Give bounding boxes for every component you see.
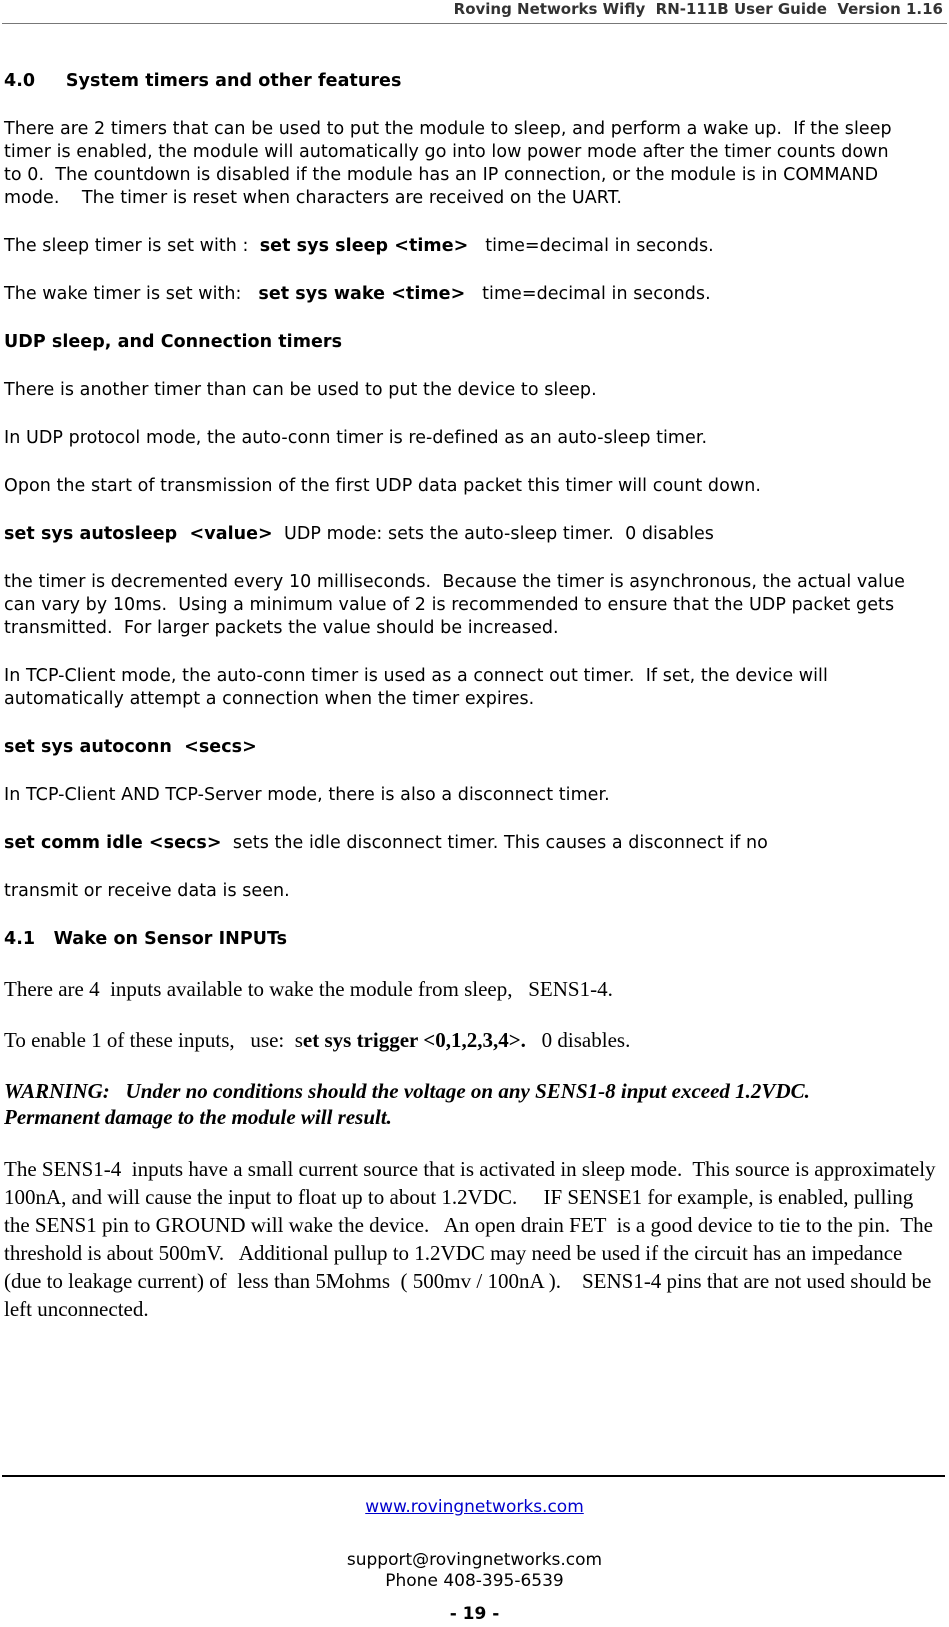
idle-description: sets the idle disconnect timer. This causes a disconnect if no — [221, 833, 768, 853]
autosleep-description: UDP mode: sets the auto-sleep timer. 0 disables — [272, 524, 714, 544]
udp-heading: UDP sleep, and Connection timers — [4, 332, 343, 352]
paragraph-udp-3: Opon the start of transmission of the first UDP data packet this timer will count down. — [4, 476, 761, 496]
paragraph-sensor-enable — [4, 1027, 944, 1053]
idle-command: set comm idle <secs> — [4, 833, 222, 853]
autosleep-command: set sys autosleep <value> — [4, 524, 273, 544]
paragraph-timers-intro: There are 2 timers that can be used to put the module to sleep, and perform a wake up. If the sleep timer is enabled, the module will automatically go into low power mode after the timer counts down to 0. The countdown is disabled if the module has an IP connection, or the module is in COMMAND mode. The timer is reset when characters are received on the UART. — [4, 119, 898, 208]
warning-paragraph: WARNING: Under no conditions should the voltage on any SENS1-8 input exceed 1.2VDC. Permanent damage to the module will result. — [4, 1079, 821, 1129]
page-number: - 19 - — [449, 1604, 500, 1624]
sleep-timer-text: The sleep timer is set with : — [4, 236, 260, 256]
wake-timer-unit: time=decimal in seconds. — [465, 284, 711, 304]
paragraph-idle — [4, 832, 944, 855]
paragraph-sensor-2: The SENS1-4 inputs have a small current source that is activated in sleep mode. This source is approximately 100nA, and will cause the input to float up to about 1.2VDC. IF SENSE1 for example, is enabled, pulling the SENS1 pin to GROUND will wake the device. An open drain FET is a good device to tie to the pin. The threshold is about 500mV. Additional pullup to 1.2VDC may need be used if the circuit has an impedance (due to leakage current) of less than 5Mohms ( 500mv / 100nA ). SENS1-4 pins that are not used should be left unconnected. — [4, 1157, 941, 1321]
document-body — [4, 70, 944, 1323]
paragraph-udp-2: In UDP protocol mode, the auto-conn timer is re-defined as an auto-sleep timer. — [4, 428, 708, 448]
paragraph-sensor-1: There are 4 inputs available to wake the module from sleep, SENS1-4. — [4, 977, 613, 1001]
paragraph-udp-5: In TCP-Client mode, the auto-conn timer is used as a connect out timer. If set, the device will automatically attempt a connection when the timer expires. — [4, 666, 834, 709]
paragraph-wake-timer — [4, 283, 944, 306]
sleep-timer-command: set sys sleep <time> — [259, 236, 469, 256]
website-link[interactable]: www.rovingnetworks.com — [365, 1497, 584, 1517]
support-email: support@rovingnetworks.com — [346, 1550, 603, 1570]
paragraph-udp-7: transmit or receive data is seen. — [4, 881, 290, 901]
paragraph-autosleep — [4, 523, 944, 546]
enable-text: To enable 1 of these inputs, use: s — [4, 1028, 303, 1052]
header-divider — [2, 23, 947, 24]
paragraph-udp-1: There is another timer than can be used to put the device to sleep. — [4, 380, 597, 400]
section-heading-4-1: 4.1 Wake on Sensor INPUTs — [4, 929, 288, 949]
page-header: Roving Networks Wifly RN-111B User Guide Version 1.16 — [453, 0, 943, 18]
paragraph-udp-6: In TCP-Client AND TCP-Server mode, there is also a disconnect timer. — [4, 785, 610, 805]
sleep-timer-unit: time=decimal in seconds. — [468, 236, 714, 256]
trigger-command: et sys trigger <0,1,2,3,4>. — [302, 1028, 526, 1052]
wake-timer-text: The wake timer is set with: — [4, 284, 259, 304]
paragraph-sleep-timer — [4, 235, 944, 258]
footer-divider — [2, 1475, 945, 1477]
enable-suffix: 0 disables. — [525, 1028, 631, 1052]
support-phone: Phone 408-395-6539 — [385, 1571, 564, 1591]
paragraph-udp-4: the timer is decremented every 10 milliseconds. Because the timer is asynchronous, the actual value can vary by 10ms. Using a minimum value of 2 is recommended to ensure that the UDP packet gets transmitted. For larger packets the value should be increased. — [4, 572, 911, 638]
wake-timer-command: set sys wake <time> — [258, 284, 466, 304]
section-heading-4-0: 4.0 System timers and other features — [4, 71, 402, 91]
autoconn-command: set sys autoconn <secs> — [4, 737, 257, 757]
